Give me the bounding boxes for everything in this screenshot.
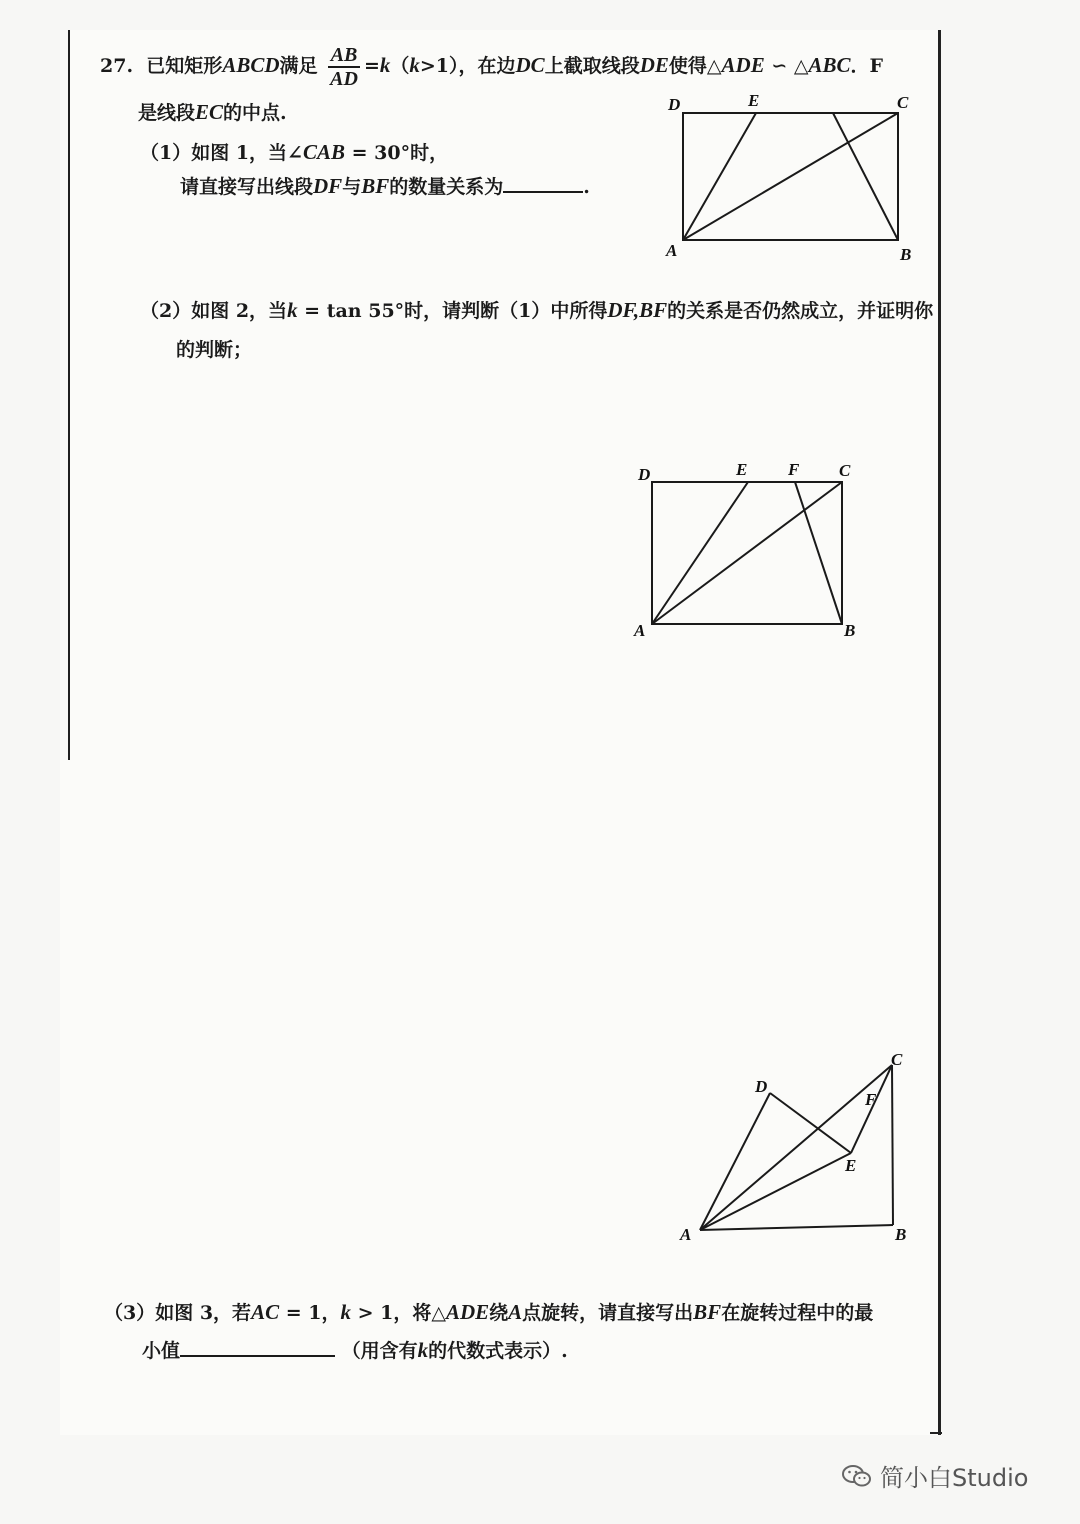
figure-1 xyxy=(660,88,920,268)
fig3-segment-de xyxy=(770,1093,851,1153)
segment-name: AC xyxy=(251,1300,280,1324)
segment-name: EC xyxy=(195,100,224,124)
intro-text: >1），在边 xyxy=(419,55,516,77)
part1-text: . xyxy=(583,176,590,198)
part2-text: 的判断； xyxy=(176,339,253,361)
intro-text: 已知矩形 xyxy=(146,55,223,77)
problem-intro-line-1 xyxy=(100,44,883,90)
point-name: A xyxy=(508,1300,523,1324)
fraction-denominator: AD xyxy=(330,68,358,90)
fig2-segment-ae xyxy=(652,482,748,624)
intro-text: ．F xyxy=(850,55,884,77)
fig3-segment-ad xyxy=(700,1093,770,1230)
intro-text: = xyxy=(363,55,380,77)
page-border-right xyxy=(938,30,941,1435)
part3-text: 在旋转过程中的最 xyxy=(721,1302,874,1324)
intro-text: 的中点. xyxy=(223,102,287,124)
intro-text: 满足 xyxy=(279,55,318,77)
part3-text: 绕 xyxy=(489,1302,509,1324)
fig3-segment-ec xyxy=(851,1065,892,1153)
part1-line-1 xyxy=(140,138,448,167)
page-border-left xyxy=(68,30,70,760)
fig2-label-e: E xyxy=(736,460,748,479)
segment-name: DF xyxy=(313,174,343,198)
fig2-diagonal-ac xyxy=(652,482,842,624)
fig3-label-a: A xyxy=(680,1225,692,1244)
part3-text: > 1，将△ xyxy=(350,1302,446,1324)
fig1-label-e: E xyxy=(748,91,760,110)
fraction-numerator: AB xyxy=(328,44,360,68)
segment-name: BF xyxy=(693,1300,722,1324)
part1-text: （1）如图 1，当∠ xyxy=(140,142,303,164)
k-symbol: k xyxy=(379,53,391,77)
intro-text: 是线段 xyxy=(138,102,196,124)
fig3-diagonal-ac xyxy=(700,1065,892,1230)
part3-line-1 xyxy=(104,1298,873,1327)
wechat-icon xyxy=(842,1464,872,1488)
k-symbol: k xyxy=(287,298,298,322)
part3-text: 点旋转，请直接写出 xyxy=(522,1302,694,1324)
angle-name: CAB xyxy=(302,140,346,164)
intro-text: ∽ △ xyxy=(764,55,809,77)
rect-name: ABCD xyxy=(222,53,280,77)
triangle-name: ADE xyxy=(445,1300,490,1324)
part1-text: 的数量关系为 xyxy=(389,176,504,198)
part3-text: （用含有 xyxy=(341,1340,418,1362)
fig3-label-d: D xyxy=(755,1077,768,1096)
fig3-label-c: C xyxy=(891,1050,903,1069)
k-symbol: k xyxy=(409,53,420,77)
fig1-label-d: D xyxy=(668,95,681,114)
problem-number: 27. xyxy=(100,55,134,77)
fig1-label-a: A xyxy=(666,241,678,260)
triangle-name: ADE xyxy=(721,53,765,77)
part1-text: = 30°时， xyxy=(345,142,449,164)
fig2-label-f: F xyxy=(788,460,800,479)
part3-text: = 1， xyxy=(279,1302,341,1324)
triangle-name: ABC xyxy=(808,53,851,77)
part2-text: = tan 55°时，请判断（1）中所得 xyxy=(297,300,608,322)
segment-name: BF xyxy=(361,174,390,198)
fig1-label-b: B xyxy=(900,245,912,264)
part2-text: 的关系是否仍然成立，并证明你 xyxy=(667,300,934,322)
fig2-segment-bf xyxy=(795,482,842,624)
k-symbol: k xyxy=(417,1338,429,1362)
intro-text: （ xyxy=(390,55,410,77)
k-symbol: k xyxy=(340,1300,351,1324)
segment-name: DE xyxy=(639,53,669,77)
part2-line-1 xyxy=(140,296,933,325)
part3-text: 的代数式表示）. xyxy=(428,1340,568,1362)
part3-text: （3）如图 3，若 xyxy=(104,1302,252,1324)
fig3-segment-ab xyxy=(700,1225,893,1230)
figure-3 xyxy=(675,1045,925,1245)
part2-text: （2）如图 2，当 xyxy=(140,300,288,322)
figure-2 xyxy=(630,458,870,648)
fig2-label-c: C xyxy=(839,461,851,480)
answer-blank-1[interactable] xyxy=(503,191,583,193)
part3-line-2 xyxy=(142,1336,568,1365)
fig1-label-c: C xyxy=(897,93,909,112)
side-name: DC xyxy=(515,53,545,77)
intro-text: 使得△ xyxy=(668,55,722,77)
fig1-segment-ae xyxy=(683,113,756,240)
page-border-corner xyxy=(930,1432,942,1434)
watermark-text: 简小白Studio xyxy=(880,1464,1029,1492)
answer-blank-3[interactable] xyxy=(180,1355,335,1357)
part2-line-2 xyxy=(176,336,252,364)
part1-text: 与 xyxy=(342,176,362,198)
fig2-label-a: A xyxy=(634,621,646,640)
part1-line-2 xyxy=(180,172,590,201)
fig3-segment-cb xyxy=(892,1065,893,1225)
intro-text: 上截取线段 xyxy=(544,55,640,77)
segment-names: DF,BF xyxy=(607,298,668,322)
part1-text: 请直接写出线段 xyxy=(180,176,314,198)
problem-intro-line-2 xyxy=(138,98,287,127)
watermark xyxy=(842,1458,1028,1493)
fig3-label-f: F xyxy=(865,1090,877,1109)
fig3-label-b: B xyxy=(895,1225,907,1244)
part3-text: 小值 xyxy=(142,1340,181,1362)
ratio-fraction xyxy=(328,44,360,90)
fig3-label-e: E xyxy=(845,1156,857,1175)
fig2-label-b: B xyxy=(844,621,856,640)
fig2-label-d: D xyxy=(638,465,651,484)
